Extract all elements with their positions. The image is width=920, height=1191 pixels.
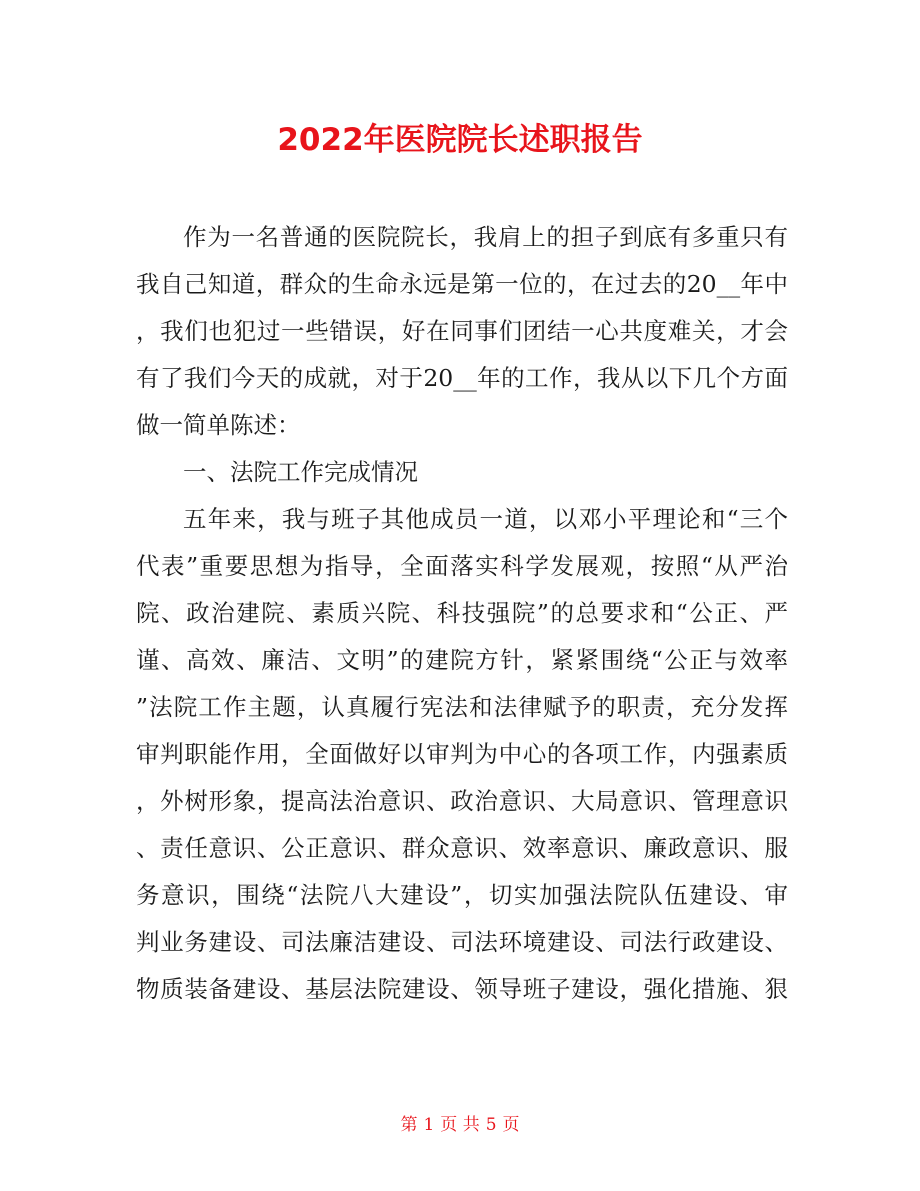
paragraph-1-line-2: 我自己知道，群众的生命永远是第一位的，在过去的20__年中 — [136, 270, 788, 298]
paragraph-2-line-2: 代表”重要思想为指导，全面落实科学发展观，按照“从严治 — [136, 552, 788, 580]
footer-current-page: 1 — [423, 1115, 435, 1135]
footer-mid: 页 共 — [440, 1115, 480, 1135]
section-heading-1: 一、法院工作完成情况 — [183, 458, 418, 486]
paragraph-1-line-5: 做一简单陈述： — [136, 411, 301, 439]
paragraph-2-line-9: 务意识，围绕“法院八大建设”，切实加强法院队伍建设、审 — [136, 881, 788, 909]
footer-prefix: 第 — [400, 1115, 418, 1135]
paragraph-2-line-1: 五年来，我与班子其他成员一道，以邓小平理论和“三个 — [183, 505, 788, 533]
footer-suffix: 页 — [502, 1115, 520, 1135]
paragraph-2-line-11: 物质装备建设、基层法院建设、领导班子建设，强化措施、狠 — [136, 975, 788, 1003]
paragraph-2-line-7: ，外树形象，提高法治意识、政治意识、大局意识、管理意识 — [136, 787, 788, 815]
paragraph-2-line-5: ”法院工作主题，认真履行宪法和法律赋予的职责，充分发挥 — [136, 693, 788, 721]
paragraph-2-line-10: 判业务建设、司法廉洁建设、司法环境建设、司法行政建设、 — [136, 928, 788, 956]
paragraph-2-line-6: 审判职能作用，全面做好以审判为中心的各项工作，内强素质 — [136, 740, 788, 768]
paragraph-1-line-3: ，我们也犯过一些错误，好在同事们团结一心共度难关，才会 — [136, 317, 788, 345]
page-footer — [0, 1113, 920, 1137]
footer-total-pages: 5 — [485, 1115, 497, 1135]
paragraph-1-line-1: 作为一名普通的医院院长，我肩上的担子到底有多重只有 — [183, 223, 788, 251]
paragraph-1-line-4: 有了我们今天的成就，对于20__年的工作，我从以下几个方面 — [136, 364, 788, 392]
paragraph-2-line-8: 、责任意识、公正意识、群众意识、效率意识、廉政意识、服 — [136, 834, 788, 862]
paragraph-2-line-3: 院、政治建院、素质兴院、科技强院”的总要求和“公正、严 — [136, 599, 788, 627]
document-title: 2022年医院院长述职报告 — [277, 122, 643, 158]
document-body — [136, 214, 788, 1013]
paragraph-2-line-4: 谨、高效、廉洁、文明”的建院方针，紧紧围绕“公正与效率 — [136, 646, 788, 674]
